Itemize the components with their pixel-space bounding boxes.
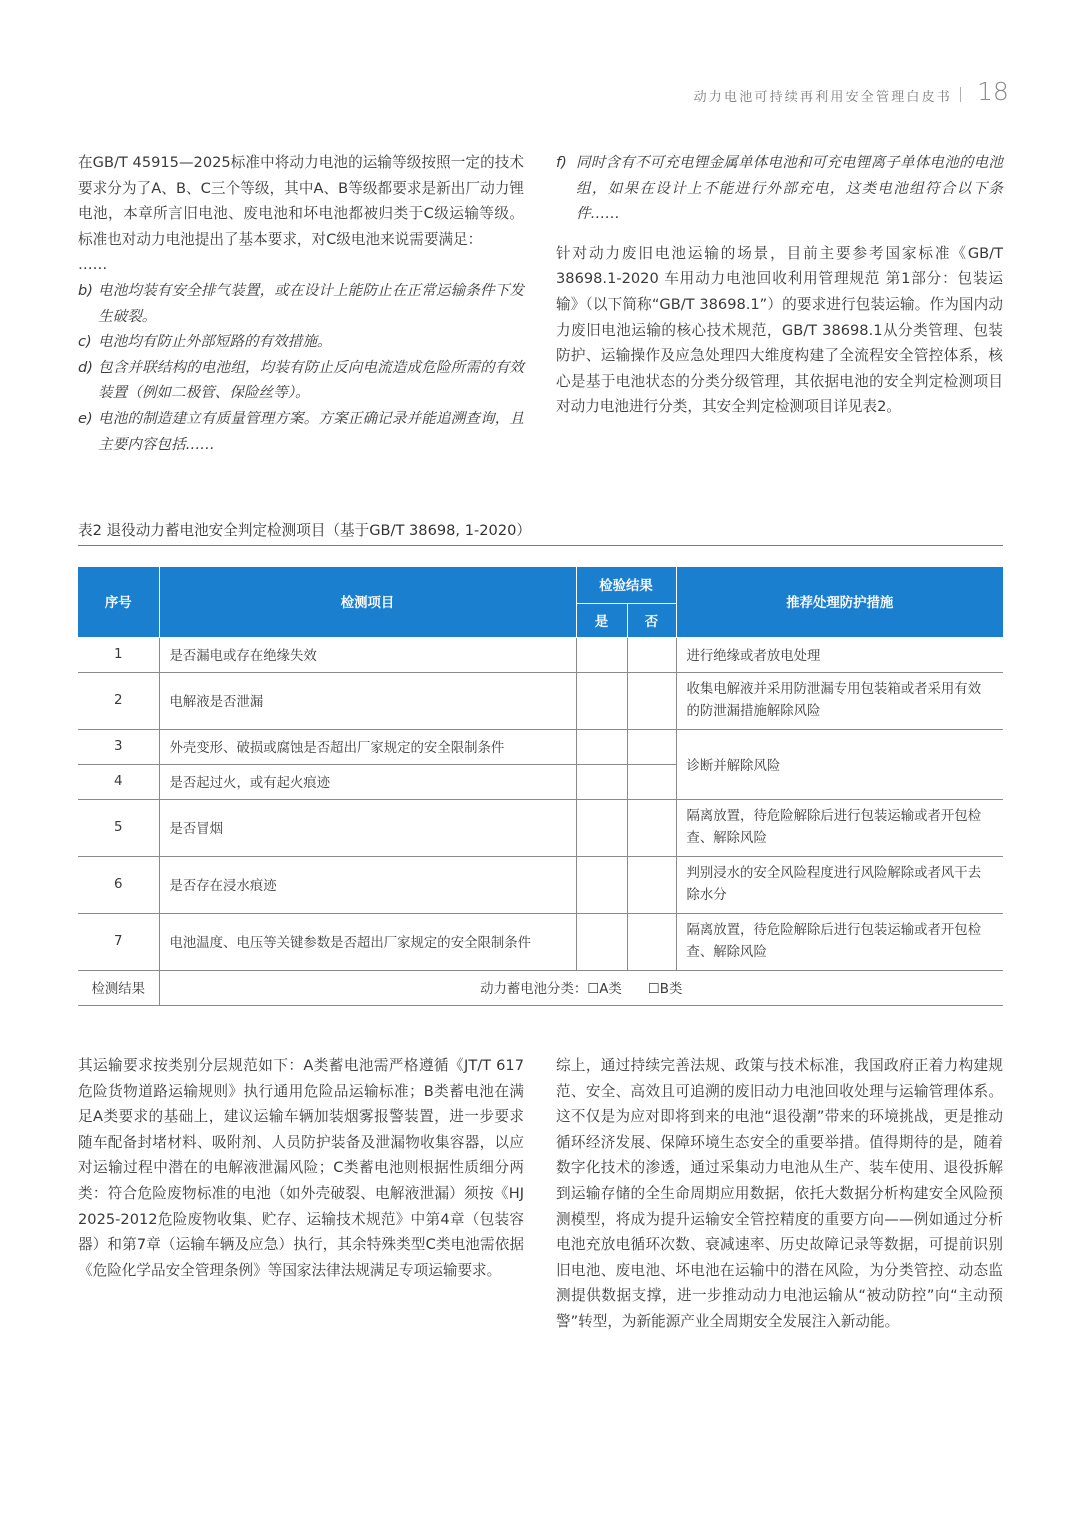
safety-inspection-table	[78, 567, 1003, 1006]
list-item-f	[556, 150, 1003, 227]
list-text: 同时含有不可充电锂金属单体电池和可充电锂离子单体电池的电池组，如果在设计上不能进行外部充电，这类电池组符合以下条件……	[576, 154, 1003, 223]
classification-cell	[159, 970, 1003, 1005]
list-marker: e)	[78, 409, 93, 427]
row-no: 2	[78, 672, 159, 729]
no-cell	[627, 637, 676, 672]
right-column-bottom	[556, 1053, 1003, 1335]
row-item: 是否存在浸水痕迹	[159, 856, 576, 913]
table-caption: 表2 退役动力蓄电池安全判定检测项目（基于GB/T 38698, 1-2020）	[78, 522, 531, 539]
classification-text: 动力蓄电池分类：	[480, 982, 588, 997]
list-marker: f)	[556, 154, 567, 171]
ellipsis: ……	[78, 256, 108, 274]
yes-cell	[576, 764, 627, 799]
list-item-e	[78, 406, 524, 457]
row-measure: 隔离放置，待危险解除后进行包装运输或者开包检查、解除风险	[676, 913, 1003, 970]
table-row	[78, 799, 1003, 856]
row-no: 5	[78, 799, 159, 856]
row-item: 外壳变形、破损或腐蚀是否超出厂家规定的安全限制条件	[159, 729, 576, 764]
header-divider	[960, 87, 961, 102]
row-item: 电池温度、电压等关键参数是否超出厂家规定的安全限制条件	[159, 913, 576, 970]
left-column-top	[78, 150, 524, 457]
right-column-top	[556, 150, 1003, 420]
no-cell	[627, 913, 676, 970]
list-item-d	[78, 355, 524, 406]
no-cell	[627, 856, 676, 913]
yes-cell	[576, 913, 627, 970]
row-measure: 收集电解液并采用防泄漏专用包装箱或者采用有效的防泄漏措施解除风险	[676, 672, 1003, 729]
list-marker: d)	[78, 358, 93, 376]
row-item: 是否漏电或存在绝缘失效	[159, 637, 576, 672]
list-marker: c)	[78, 333, 92, 351]
transport-standard-paragraph: 针对动力废旧电池运输的场景，目前主要参考国家标准《GB/T 38698.1-2020 车用动力电池回收利用管理规范 第1部分：包装运输》（以下简称“GB/T 38698.1”）的要求进行包装运输。作为国内动力废旧电池运输的核心技术规范，GB/T 38698.1从分类管理、包装防护、运输操作及应急处理四大维度构建了全流程安全管控体系，核心是基于电池状态的分类分级管理，其依据电池的安全判定检测项目对动力电池进行分类，其安全判定检测项目详见表2。	[556, 244, 1003, 416]
row-item: 电解液是否泄漏	[159, 672, 576, 729]
row-no: 6	[78, 856, 159, 913]
row-no: 7	[78, 913, 159, 970]
list-item-c	[78, 329, 524, 355]
list-text: 电池均装有安全排气装置，或在设计上能防止在正常运输条件下发生破裂。	[98, 281, 524, 325]
yes-cell	[576, 637, 627, 672]
yes-cell	[576, 672, 627, 729]
row-item: 是否起过火，或有起火痕迹	[159, 764, 576, 799]
no-cell	[627, 729, 676, 764]
header-measure: 推荐处理防护措施	[676, 567, 1003, 637]
table-row	[78, 856, 1003, 913]
no-cell	[627, 799, 676, 856]
row-measure: 隔离放置，待危险解除后进行包装运输或者开包检查、解除风险	[676, 799, 1003, 856]
transport-requirements-paragraph: 其运输要求按类别分层规范如下：A类蓄电池需严格遵循《JT/T 617危险货物道路运输规则》执行通用危险品运输标准；B类蓄电池在满足A类要求的基础上，建议运输车辆加装烟雾报警装置，进一步要求随车配备封堵材料、吸附剂、人员防护装备及泄漏物收集容器，以应对运输过程中潜在的电解液泄漏风险；C类蓄电池则根据性质细分两类：符合危险废物标准的电池（如外壳破裂、电解液泄漏）须按《HJ 2025-2012危险废物收集、贮存、运输技术规范》中第4章（包装容器）和第7章（运输车辆及应急）执行，其余特殊类型C类电池需依据《危险化学品安全管理条例》等国家法律法规满足专项运输要求。	[78, 1057, 524, 1279]
yes-cell	[576, 799, 627, 856]
list-marker: b)	[78, 281, 93, 299]
caption-divider	[78, 545, 1003, 546]
result-label: 检测结果	[78, 970, 159, 1005]
no-cell	[627, 672, 676, 729]
header-no: 序号	[78, 567, 159, 637]
header-yes: 是	[576, 603, 627, 637]
header-no-result: 否	[627, 603, 676, 637]
row-measure: 进行绝缘或者放电处理	[676, 637, 1003, 672]
table-row	[78, 729, 1003, 764]
page-number: 18	[977, 77, 1009, 106]
header-result: 检验结果	[576, 567, 676, 603]
row-measure: 判别浸水的安全风险程度进行风险解除或者风干去除水分	[676, 856, 1003, 913]
class-a-checkbox[interactable]: ☐A类	[587, 982, 622, 997]
list-text: 包含并联结构的电池组，均装有防止反向电流造成危险所需的有效装置（例如二极管、保险丝等）。	[98, 358, 524, 402]
summary-paragraph: 综上，通过持续完善法规、政策与技术标准，我国政府正着力构建规范、安全、高效且可追溯的废旧动力电池回收处理与运输管理体系。这不仅是为应对即将到来的电池“退役潮”带来的环境挑战，更是推动循环经济发展、保障环境生态安全的重要举措。值得期待的是，随着数字化技术的渗透，通过采集动力电池从生产、装车使用、退役拆解到运输存储的全生命周期应用数据，依托大数据分析构建安全风险预测模型，将成为提升运输安全管控精度的重要方向——例如通过分析电池充放电循环次数、衰减速率、历史故障记录等数据，可提前识别旧电池、废电池、坏电池在运输中的潜在风险，为分类管控、动态监测提供数据支撑，进一步推动动力电池运输从“被动防控”向“主动预警”转型，为新能源产业全周期安全发展注入新动能。	[556, 1057, 1003, 1330]
list-text: 电池均有防止外部短路的有效措施。	[98, 333, 332, 351]
list-item-b	[78, 278, 524, 329]
row-measure: 诊断并解除风险	[676, 729, 1003, 799]
header-item: 检测项目	[159, 567, 576, 637]
row-no: 3	[78, 729, 159, 764]
yes-cell	[576, 729, 627, 764]
row-no: 4	[78, 764, 159, 799]
left-column-bottom	[78, 1053, 524, 1283]
row-no: 1	[78, 637, 159, 672]
class-b-checkbox[interactable]: ☐B类	[647, 982, 683, 997]
yes-cell	[576, 856, 627, 913]
result-row	[78, 970, 1003, 1005]
intro-paragraph: 在GB/T 45915—2025标准中将动力电池的运输等级按照一定的技术要求分为了A、B、C三个等级，其中A、B等级都要求是新出厂动力锂电池，本章所言旧电池、废电池和坏电池都被归类于C级运输等级。标准也对动力电池提出了基本要求，对C级电池来说需要满足：	[78, 154, 524, 248]
table-row	[78, 637, 1003, 672]
list-text: 电池的制造建立有质量管理方案。方案正确记录并能追溯查询，且主要内容包括……	[98, 409, 524, 453]
document-title: 动力电池可持续再利用安全管理白皮书	[693, 90, 952, 105]
row-item: 是否冒烟	[159, 799, 576, 856]
table-row	[78, 672, 1003, 729]
no-cell	[627, 764, 676, 799]
table-row	[78, 913, 1003, 970]
